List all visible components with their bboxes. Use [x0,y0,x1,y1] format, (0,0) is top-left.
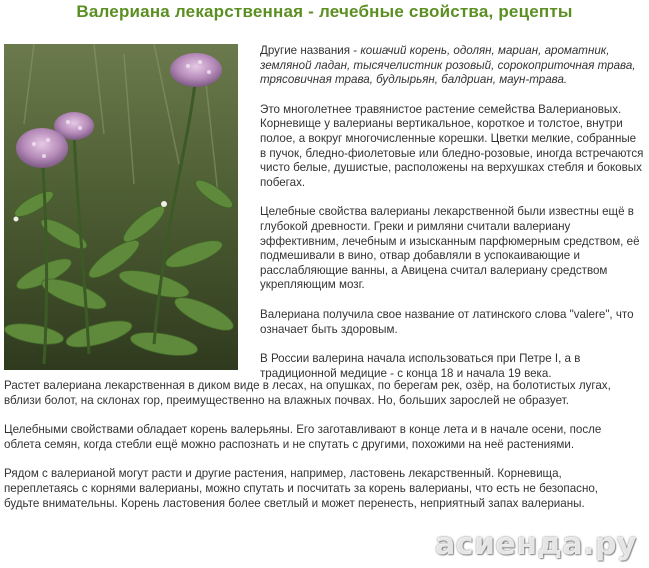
name-origin-paragraph: Валериана получила свое название от латинского слова "valere", что означает быть здоровым. [260,307,634,336]
valerian-photo [4,44,238,370]
full-width-text [4,379,636,526]
lookalike-paragraph: Рядом с валерианой могут расти и другие растения, например, ластовень лекарственный. Корневища, переплетаясь с корнями валерианы, можно спутать и посчитать за корень валерианы, что есть не безопасно, будьте внимательны. Корень ластовения более светлый и может перенесть, неприятный запах валерианы. [4,467,599,510]
other-names-list: кошачий корень, одолян, мариан, ароматник, земляной ладан, тысячелистник розовый, сорокоприточная трава, трясовичная трава, будлырьян, балдриан, маун-трава. [260,44,636,87]
description-paragraph: Это многолетнее травянистое растение семейства Валериановых. Корневище у валерианы вертикальное, короткое и толстое, внутри полое, а вокруг многочисленные корешки. Цветки мелкие, собранные в пучок, бледно-фиолетовые или бледно-розовые, иногда встречаются чисто белые, душистые, расположены на верхушках стебля и боковых побегах. [260,102,644,189]
harvest-paragraph: Целебными свойствами обладает корень валерьяны. Его заготавливают в конце лета и в начале осени, после облета семян, когда стебли ещё можно распознать и не спутать с другими, похожими на неё растениями. [4,423,602,451]
right-column-text [260,44,644,396]
other-names-lead: Другие названия - [260,44,361,57]
habitat-paragraph: Растет валериана лекарственная в диком виде в лесах, на опушках, по берегам рек, озёр, на болотистых лугах, вблизи болот, на склонах гор, преимущественно на влажных почвах. Но, больших зарослей не образует. [4,379,611,407]
page-title: Валериана лекарственная - лечебные свойства, рецепты [76,2,573,21]
valerian-plant-illustration [4,44,238,370]
history-paragraph: Целебные свойства валерианы лекарственной были известны ещё в глубокой древности. Греки и римляни считали валериану эффективним, лечебным и изысканным парфюмерным средством, её подмешивали в вино, отвар добавляли в успокаивающие и расслабляющие ванны, а Авицена считал валериану средством укрепляющим мозг. [260,205,640,292]
site-watermark: асиенда.ру [434,527,637,562]
other-names-paragraph [260,44,644,88]
russia-paragraph: В России валерина начала использоваться при Петре I, а в традиционной медицие - с конца 18 и начала 19 века. [260,352,581,380]
